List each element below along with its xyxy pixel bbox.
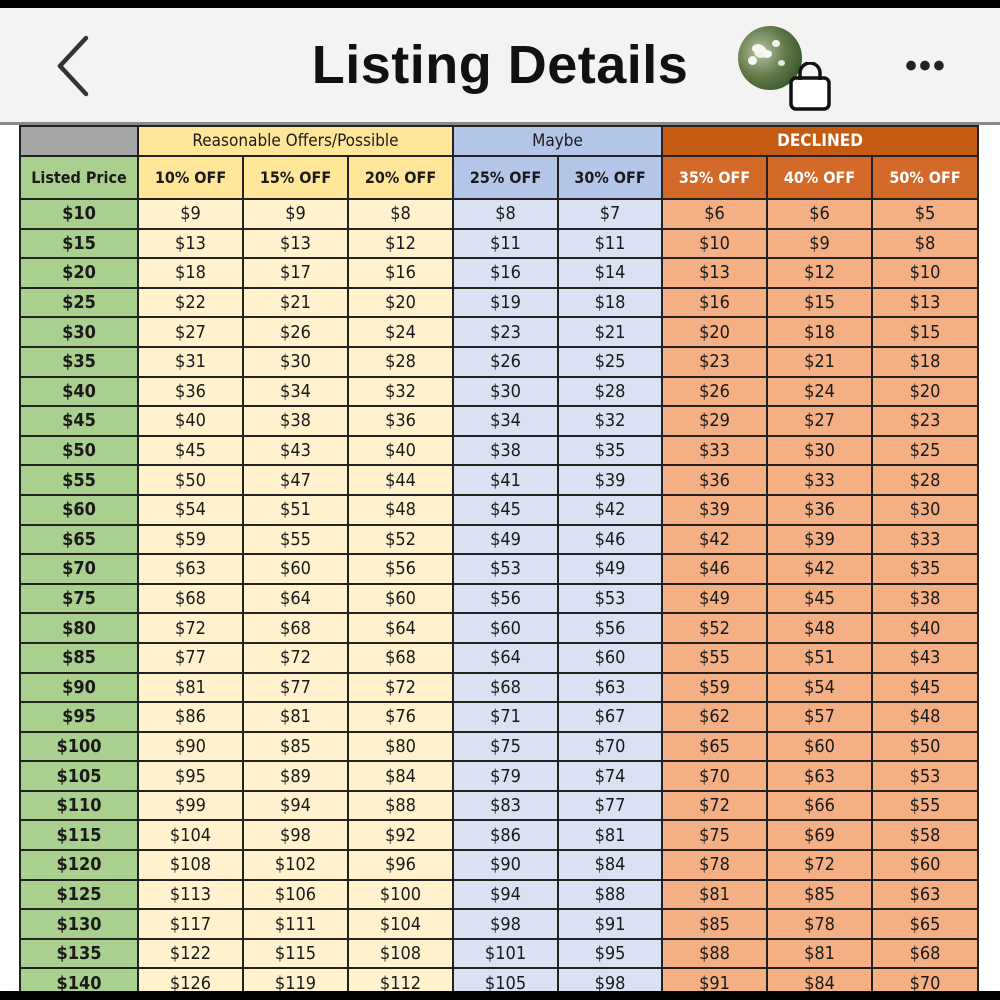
listed-price-cell: $65 [20, 525, 138, 555]
offer-price-cell: $20 [872, 377, 978, 407]
top-status-band [0, 0, 1000, 8]
table-row [20, 465, 978, 495]
offer-price-cell: $20 [662, 317, 767, 347]
offer-price-cell: $71 [453, 702, 558, 732]
offer-price-cell: $66 [767, 791, 872, 821]
offer-price-cell: $81 [767, 939, 872, 969]
table-row [20, 643, 978, 673]
offer-price-cell: $42 [662, 525, 767, 555]
listed-price-cell: $25 [20, 288, 138, 318]
offer-price-cell: $38 [872, 584, 978, 614]
offer-price-cell: $53 [453, 554, 558, 584]
offer-price-cell: $16 [348, 258, 453, 288]
offer-price-cell: $30 [453, 377, 558, 407]
offer-price-cell: $63 [767, 761, 872, 791]
listed-price-cell: $85 [20, 643, 138, 673]
offer-price-cell: $108 [348, 939, 453, 969]
offer-price-cell: $6 [767, 199, 872, 229]
offer-price-cell: $65 [872, 909, 978, 939]
offer-price-cell: $72 [662, 791, 767, 821]
chevron-left-icon [50, 28, 100, 104]
offer-price-cell: $36 [662, 465, 767, 495]
offer-price-cell: $19 [453, 288, 558, 318]
offer-price-cell: $65 [662, 732, 767, 762]
offer-price-cell: $99 [138, 791, 243, 821]
offer-price-cell: $24 [767, 377, 872, 407]
offer-price-cell: $22 [138, 288, 243, 318]
offer-price-cell: $50 [872, 732, 978, 762]
listed-price-cell: $110 [20, 791, 138, 821]
offer-price-cell: $58 [872, 820, 978, 850]
offer-price-cell: $20 [348, 288, 453, 318]
column-header: 10% OFF [138, 156, 243, 199]
offer-price-cell: $18 [767, 317, 872, 347]
offer-price-cell: $28 [872, 465, 978, 495]
offer-price-cell: $45 [872, 673, 978, 703]
table-row [20, 377, 978, 407]
offer-price-cell: $32 [348, 377, 453, 407]
offer-price-cell: $18 [138, 258, 243, 288]
offer-price-cell: $81 [243, 702, 348, 732]
offer-price-cell: $49 [453, 525, 558, 555]
offer-price-cell: $119 [243, 968, 348, 991]
offer-price-cell: $95 [558, 939, 662, 969]
offer-price-cell: $79 [453, 761, 558, 791]
table-row [20, 199, 978, 229]
offer-price-cell: $25 [558, 347, 662, 377]
offer-price-cell: $21 [767, 347, 872, 377]
offer-price-cell: $83 [453, 791, 558, 821]
offer-price-cell: $111 [243, 909, 348, 939]
listed-price-cell: $135 [20, 939, 138, 969]
offer-price-cell: $13 [872, 288, 978, 318]
offer-price-cell: $92 [348, 820, 453, 850]
offer-price-cell: $33 [872, 525, 978, 555]
offer-price-cell: $101 [453, 939, 558, 969]
offer-price-cell: $7 [558, 199, 662, 229]
offer-price-cell: $44 [348, 465, 453, 495]
offer-price-cell: $15 [872, 317, 978, 347]
column-header: 40% OFF [767, 156, 872, 199]
offer-price-cell: $12 [767, 258, 872, 288]
offer-price-cell: $115 [243, 939, 348, 969]
offer-price-cell: $60 [872, 850, 978, 880]
table-row [20, 673, 978, 703]
offer-price-cell: $26 [662, 377, 767, 407]
column-header: 50% OFF [872, 156, 978, 199]
offer-price-cell: $52 [348, 525, 453, 555]
table-row [20, 584, 978, 614]
offer-price-cell: $100 [348, 880, 453, 910]
offer-price-cell: $56 [348, 554, 453, 584]
more-options-icon[interactable]: ••• [905, 47, 947, 85]
offer-price-cell: $95 [138, 761, 243, 791]
offer-price-cell: $38 [243, 406, 348, 436]
offer-price-cell: $54 [767, 673, 872, 703]
offer-price-cell: $77 [558, 791, 662, 821]
offer-price-cell: $28 [348, 347, 453, 377]
offer-price-cell: $64 [243, 584, 348, 614]
page-title: Listing Details [311, 35, 689, 95]
offer-price-cell: $11 [453, 229, 558, 259]
table-row [20, 436, 978, 466]
shopping-bag-icon [788, 62, 832, 112]
offer-price-cell: $85 [662, 909, 767, 939]
offer-price-cell: $60 [558, 643, 662, 673]
offer-price-cell: $49 [662, 584, 767, 614]
offer-price-cell: $84 [558, 850, 662, 880]
offer-price-cell: $85 [767, 880, 872, 910]
offer-price-cell: $34 [243, 377, 348, 407]
offer-price-cell: $63 [138, 554, 243, 584]
listed-price-cell: $35 [20, 347, 138, 377]
offer-price-cell: $36 [348, 406, 453, 436]
offer-price-cell: $9 [243, 199, 348, 229]
offer-price-cell: $104 [138, 820, 243, 850]
offer-price-cell: $21 [243, 288, 348, 318]
listed-price-cell: $10 [20, 199, 138, 229]
offer-price-cell: $72 [138, 613, 243, 643]
offer-price-cell: $53 [558, 584, 662, 614]
table-row [20, 820, 978, 850]
offer-price-cell: $81 [558, 820, 662, 850]
offer-price-cell: $23 [872, 406, 978, 436]
offer-price-cell: $86 [453, 820, 558, 850]
table-row [20, 850, 978, 880]
offer-price-cell: $43 [243, 436, 348, 466]
listed-price-cell: $80 [20, 613, 138, 643]
offer-price-cell: $26 [453, 347, 558, 377]
offer-price-cell: $51 [767, 643, 872, 673]
offer-price-cell: $81 [138, 673, 243, 703]
offer-price-cell: $35 [872, 554, 978, 584]
offer-price-cell: $98 [558, 968, 662, 991]
offer-price-cell: $29 [662, 406, 767, 436]
offer-price-cell: $23 [662, 347, 767, 377]
offer-price-cell: $86 [138, 702, 243, 732]
offer-price-cell: $5 [872, 199, 978, 229]
offer-price-cell: $39 [767, 525, 872, 555]
table-row [20, 288, 978, 318]
offer-price-cell: $40 [348, 436, 453, 466]
offer-price-cell: $88 [558, 880, 662, 910]
offer-price-cell: $126 [138, 968, 243, 991]
column-header: 25% OFF [453, 156, 558, 199]
listed-price-cell: $125 [20, 880, 138, 910]
table-row [20, 613, 978, 643]
listed-price-cell: $120 [20, 850, 138, 880]
listed-price-cell: $140 [20, 968, 138, 991]
offer-price-cell: $64 [453, 643, 558, 673]
listed-price-cell: $105 [20, 761, 138, 791]
listed-price-cell: $30 [20, 317, 138, 347]
column-header-row [20, 156, 978, 199]
offer-price-table-image [0, 125, 1000, 991]
offer-price-cell: $26 [243, 317, 348, 347]
offer-price-cell: $45 [767, 584, 872, 614]
offer-price-cell: $52 [662, 613, 767, 643]
app-header [0, 8, 1000, 125]
offer-price-cell: $54 [138, 495, 243, 525]
offer-price-cell: $50 [138, 465, 243, 495]
offer-price-cell: $60 [243, 554, 348, 584]
offer-price-cell: $91 [662, 968, 767, 991]
offer-price-cell: $112 [348, 968, 453, 991]
offer-price-cell: $45 [138, 436, 243, 466]
offer-price-cell: $14 [558, 258, 662, 288]
offer-price-cell: $84 [767, 968, 872, 991]
offer-price-cell: $72 [767, 850, 872, 880]
offer-price-cell: $81 [662, 880, 767, 910]
offer-price-cell: $55 [872, 791, 978, 821]
offer-price-cell: $17 [243, 258, 348, 288]
offer-price-cell: $41 [453, 465, 558, 495]
offer-price-cell: $55 [662, 643, 767, 673]
listed-price-cell: $20 [20, 258, 138, 288]
offer-price-cell: $8 [453, 199, 558, 229]
group-header-blank [20, 126, 138, 156]
offer-price-cell: $80 [348, 732, 453, 762]
table-row [20, 406, 978, 436]
offer-price-cell: $78 [662, 850, 767, 880]
offer-price-cell: $117 [138, 909, 243, 939]
offer-price-cell: $47 [243, 465, 348, 495]
offer-price-cell: $42 [767, 554, 872, 584]
offer-price-cell: $68 [348, 643, 453, 673]
table-row [20, 258, 978, 288]
listed-price-cell: $75 [20, 584, 138, 614]
group-header-declined: DECLINED [662, 126, 978, 156]
offer-price-cell: $104 [348, 909, 453, 939]
offer-price-cell: $69 [767, 820, 872, 850]
offer-price-cell: $105 [453, 968, 558, 991]
table-row [20, 732, 978, 762]
table-row [20, 791, 978, 821]
offer-price-cell: $39 [558, 465, 662, 495]
offer-price-cell: $30 [872, 495, 978, 525]
offer-price-cell: $89 [243, 761, 348, 791]
offer-price-cell: $63 [872, 880, 978, 910]
offer-price-cell: $18 [872, 347, 978, 377]
offer-price-cell: $75 [662, 820, 767, 850]
offer-price-cell: $102 [243, 850, 348, 880]
table-row [20, 939, 978, 969]
offer-price-cell: $36 [767, 495, 872, 525]
offer-price-cell: $88 [348, 791, 453, 821]
offer-price-cell: $43 [872, 643, 978, 673]
offer-price-cell: $13 [662, 258, 767, 288]
offer-price-cell: $60 [348, 584, 453, 614]
offer-price-cell: $23 [453, 317, 558, 347]
back-button[interactable] [50, 28, 100, 104]
offer-price-cell: $8 [348, 199, 453, 229]
offer-price-cell: $16 [662, 288, 767, 318]
offer-price-cell: $77 [243, 673, 348, 703]
offer-price-cell: $31 [138, 347, 243, 377]
offer-price-cell: $84 [348, 761, 453, 791]
offer-price-cell: $108 [138, 850, 243, 880]
offer-price-cell: $40 [872, 613, 978, 643]
offer-price-cell: $55 [243, 525, 348, 555]
offer-price-cell: $88 [662, 939, 767, 969]
offer-price-cell: $38 [453, 436, 558, 466]
offer-price-cell: $68 [872, 939, 978, 969]
offer-price-cell: $56 [558, 613, 662, 643]
offer-price-cell: $91 [558, 909, 662, 939]
table-row [20, 702, 978, 732]
table-row [20, 880, 978, 910]
offer-price-cell: $25 [872, 436, 978, 466]
offer-price-cell: $48 [872, 702, 978, 732]
offer-price-cell: $18 [558, 288, 662, 318]
column-header: 30% OFF [558, 156, 662, 199]
offer-price-cell: $8 [872, 229, 978, 259]
offer-price-cell: $63 [558, 673, 662, 703]
offer-price-cell: $32 [558, 406, 662, 436]
listed-price-cell: $55 [20, 465, 138, 495]
offer-price-cell: $35 [558, 436, 662, 466]
table-row [20, 495, 978, 525]
offer-price-cell: $70 [872, 968, 978, 991]
offer-price-cell: $16 [453, 258, 558, 288]
table-row [20, 761, 978, 791]
table-row [20, 968, 978, 991]
offer-price-cell: $27 [767, 406, 872, 436]
column-header: 35% OFF [662, 156, 767, 199]
offer-price-cell: $53 [872, 761, 978, 791]
offer-price-cell: $90 [138, 732, 243, 762]
offer-price-cell: $34 [453, 406, 558, 436]
offer-price-cell: $60 [453, 613, 558, 643]
offer-price-cell: $6 [662, 199, 767, 229]
offer-price-cell: $122 [138, 939, 243, 969]
offer-price-cell: $30 [767, 436, 872, 466]
offer-price-cell: $40 [138, 406, 243, 436]
offer-price-cell: $13 [243, 229, 348, 259]
group-header-reason: Reasonable Offers/Possible [138, 126, 453, 156]
offer-price-cell: $21 [558, 317, 662, 347]
offer-price-cell: $45 [453, 495, 558, 525]
listed-price-cell: $70 [20, 554, 138, 584]
offer-price-cell: $46 [558, 525, 662, 555]
offer-price-cell: $51 [243, 495, 348, 525]
offer-price-cell: $64 [348, 613, 453, 643]
listed-price-cell: $90 [20, 673, 138, 703]
offer-price-cell: $76 [348, 702, 453, 732]
offer-price-cell: $67 [558, 702, 662, 732]
offer-price-cell: $36 [138, 377, 243, 407]
offer-price-cell: $48 [767, 613, 872, 643]
offer-price-cell: $113 [138, 880, 243, 910]
table-row [20, 347, 978, 377]
listed-price-cell: $15 [20, 229, 138, 259]
offer-price-cell: $94 [243, 791, 348, 821]
table-row [20, 525, 978, 555]
listed-price-cell: $60 [20, 495, 138, 525]
offer-price-cell: $68 [138, 584, 243, 614]
offer-price-cell: $77 [138, 643, 243, 673]
offer-price-cell: $90 [453, 850, 558, 880]
group-header-maybe: Maybe [453, 126, 662, 156]
offer-price-cell: $68 [243, 613, 348, 643]
listed-price-cell: $130 [20, 909, 138, 939]
offer-price-cell: $39 [662, 495, 767, 525]
column-header: 15% OFF [243, 156, 348, 199]
offer-price-cell: $15 [767, 288, 872, 318]
offer-price-cell: $42 [558, 495, 662, 525]
offer-price-cell: $68 [453, 673, 558, 703]
offer-price-cell: $78 [767, 909, 872, 939]
table-row [20, 554, 978, 584]
offer-price-cell: $56 [453, 584, 558, 614]
offer-price-cell: $96 [348, 850, 453, 880]
offer-price-cell: $13 [138, 229, 243, 259]
offer-price-cell: $106 [243, 880, 348, 910]
offer-price-cell: $27 [138, 317, 243, 347]
offer-price-cell: $33 [662, 436, 767, 466]
offer-price-cell: $60 [767, 732, 872, 762]
offer-price-cell: $72 [243, 643, 348, 673]
offer-price-cell: $74 [558, 761, 662, 791]
bottom-band [0, 991, 1000, 1000]
listed-price-cell: $100 [20, 732, 138, 762]
offer-price-cell: $94 [453, 880, 558, 910]
offer-price-cell: $33 [767, 465, 872, 495]
offer-price-cell: $46 [662, 554, 767, 584]
offer-price-cell: $59 [138, 525, 243, 555]
table-row [20, 909, 978, 939]
column-header: 20% OFF [348, 156, 453, 199]
listed-price-cell: $40 [20, 377, 138, 407]
offer-price-cell: $10 [662, 229, 767, 259]
table-row [20, 229, 978, 259]
offer-price-cell: $70 [662, 761, 767, 791]
offer-price-cell: $9 [138, 199, 243, 229]
offer-price-cell: $12 [348, 229, 453, 259]
offer-price-cell: $30 [243, 347, 348, 377]
listed-price-cell: $95 [20, 702, 138, 732]
offer-price-cell: $85 [243, 732, 348, 762]
table-row [20, 317, 978, 347]
offer-price-cell: $57 [767, 702, 872, 732]
offer-price-cell: $10 [872, 258, 978, 288]
listed-price-cell: $115 [20, 820, 138, 850]
offer-price-cell: $49 [558, 554, 662, 584]
offer-price-cell: $98 [453, 909, 558, 939]
offer-price-cell: $59 [662, 673, 767, 703]
offer-price-cell: $98 [243, 820, 348, 850]
offer-price-cell: $9 [767, 229, 872, 259]
offer-price-cell: $48 [348, 495, 453, 525]
listed-price-cell: $50 [20, 436, 138, 466]
group-header-row [20, 126, 978, 156]
listed-price-cell: $45 [20, 406, 138, 436]
offer-price-cell: $62 [662, 702, 767, 732]
column-header: Listed Price [20, 156, 138, 199]
offer-price-cell: $24 [348, 317, 453, 347]
offer-price-cell: $72 [348, 673, 453, 703]
offer-price-cell: $11 [558, 229, 662, 259]
offer-price-cell: $28 [558, 377, 662, 407]
seller-shop-button[interactable] [738, 26, 838, 116]
offer-price-cell: $70 [558, 732, 662, 762]
offer-price-cell: $75 [453, 732, 558, 762]
offer-price-table [19, 125, 979, 991]
